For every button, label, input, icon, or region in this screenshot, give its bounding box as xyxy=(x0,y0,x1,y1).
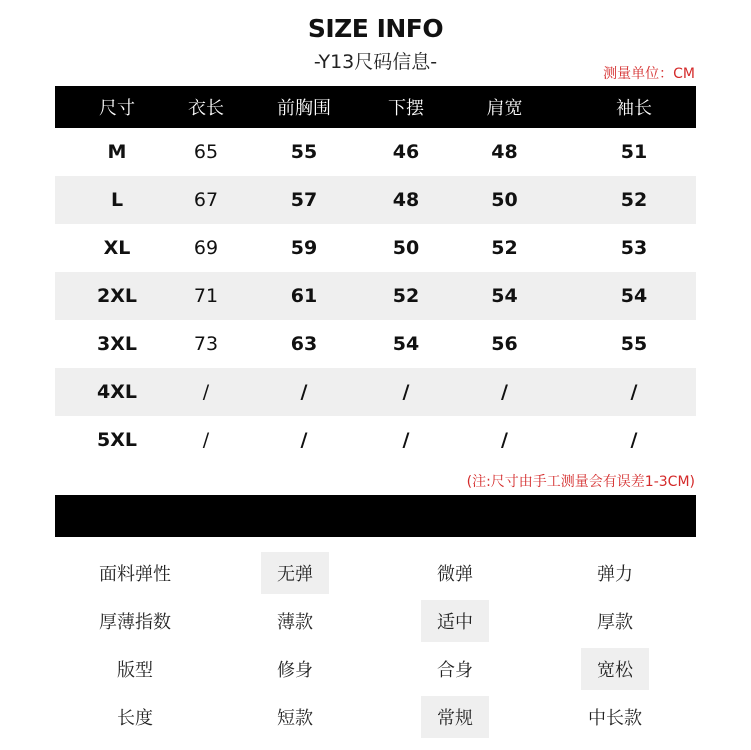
table-cell: / xyxy=(630,429,638,451)
unit-note: 测量单位：CM xyxy=(603,66,695,82)
section-divider-bar xyxy=(55,495,696,537)
property-option: 中长款 xyxy=(588,708,642,729)
table-row xyxy=(55,224,696,272)
table-row xyxy=(55,272,696,320)
table-cell: 57 xyxy=(290,189,318,211)
table-row xyxy=(55,368,696,416)
table-cell: 2XL xyxy=(97,285,137,307)
table-cell: / xyxy=(630,381,638,403)
property-row-fit xyxy=(55,645,696,693)
table-cell: 69 xyxy=(193,237,219,259)
table-cell: 54 xyxy=(491,285,518,307)
table-cell: 48 xyxy=(392,189,420,211)
table-cell: 63 xyxy=(290,333,318,355)
table-row xyxy=(55,176,696,224)
table-cell: 52 xyxy=(491,237,518,259)
header-cell-length: 衣长 xyxy=(188,98,224,119)
table-row xyxy=(55,320,696,368)
table-cell: 65 xyxy=(193,141,219,163)
measurement-error-note: (注:尺寸由手工测量会有误差1-3CM) xyxy=(466,474,695,490)
page-subtitle: -Y13尺码信息- xyxy=(313,51,438,73)
table-cell: 61 xyxy=(290,285,318,307)
property-option: 合身 xyxy=(437,660,473,681)
property-option: 修身 xyxy=(277,660,313,681)
property-option: 厚款 xyxy=(597,612,633,633)
table-cell: 48 xyxy=(491,141,518,163)
table-cell: 67 xyxy=(193,189,219,211)
header-cell-chest: 前胸围 xyxy=(277,98,331,119)
property-option: 弹力 xyxy=(597,564,633,585)
table-row xyxy=(55,128,696,176)
properties-grid xyxy=(55,549,696,741)
table-cell: 50 xyxy=(491,189,518,211)
table-cell: 54 xyxy=(392,333,420,355)
table-cell: 54 xyxy=(620,285,648,307)
property-label: 面料弹性 xyxy=(99,564,171,585)
table-cell: / xyxy=(501,381,508,403)
table-cell: 50 xyxy=(392,237,420,259)
table-cell: 53 xyxy=(620,237,648,259)
property-label: 厚薄指数 xyxy=(99,612,171,633)
size-table xyxy=(55,86,696,464)
table-header-row xyxy=(55,86,696,128)
table-cell: 52 xyxy=(620,189,648,211)
property-row-length xyxy=(55,693,696,741)
table-row xyxy=(55,416,696,464)
table-cell: 59 xyxy=(290,237,318,259)
table-cell: 3XL xyxy=(97,333,137,355)
property-label: 版型 xyxy=(117,660,153,681)
property-option: 短款 xyxy=(277,708,313,729)
table-cell: 4XL xyxy=(97,381,137,403)
table-cell: 56 xyxy=(491,333,518,355)
table-cell: 51 xyxy=(620,141,648,163)
property-row-elasticity xyxy=(55,549,696,597)
table-cell: 5XL xyxy=(97,429,137,451)
table-cell: 73 xyxy=(193,333,219,355)
table-cell: / xyxy=(300,429,308,451)
property-option-selected: 适中 xyxy=(375,600,535,642)
table-cell: 52 xyxy=(392,285,420,307)
table-cell: / xyxy=(202,381,210,403)
property-option-selected: 常规 xyxy=(375,696,535,738)
table-cell: 55 xyxy=(620,333,648,355)
page-title: SIZE INFO xyxy=(307,14,444,43)
property-option: 微弹 xyxy=(437,564,473,585)
table-cell: / xyxy=(402,381,410,403)
table-cell: / xyxy=(402,429,410,451)
table-cell: L xyxy=(110,189,124,211)
property-option: 薄款 xyxy=(277,612,313,633)
property-label: 长度 xyxy=(117,708,153,729)
table-cell: M xyxy=(107,141,127,163)
table-cell: 55 xyxy=(290,141,318,163)
table-cell: XL xyxy=(103,237,131,259)
header-cell-sleeve: 袖长 xyxy=(616,98,652,119)
header-cell-shoulder: 肩宽 xyxy=(486,98,523,119)
property-option-selected: 宽松 xyxy=(535,648,695,690)
header-cell-size: 尺寸 xyxy=(99,98,135,119)
property-row-thickness xyxy=(55,597,696,645)
property-option-selected: 无弹 xyxy=(215,552,375,594)
table-cell: 71 xyxy=(193,285,219,307)
table-cell: / xyxy=(300,381,308,403)
table-cell: / xyxy=(202,429,210,451)
table-cell: / xyxy=(501,429,508,451)
table-cell: 46 xyxy=(392,141,420,163)
header-cell-hem: 下摆 xyxy=(388,98,424,119)
